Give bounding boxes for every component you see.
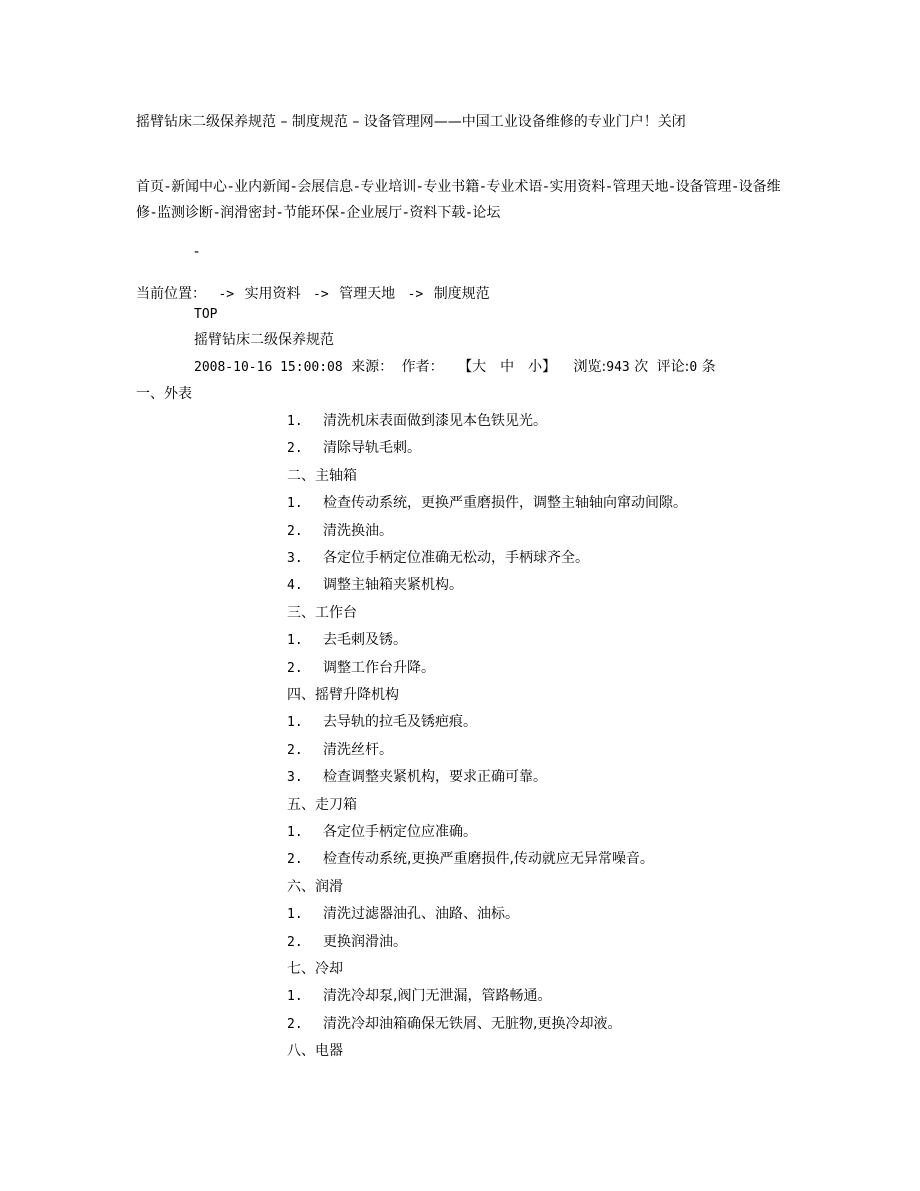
font-size-large[interactable]: 【大 bbox=[458, 359, 487, 375]
nav-item[interactable]: 业内新闻 bbox=[234, 179, 291, 195]
nav-separator: - bbox=[291, 179, 297, 195]
nav-separator: - bbox=[732, 179, 738, 195]
views-unit: 次 bbox=[634, 359, 649, 375]
nav-separator: - bbox=[214, 205, 220, 221]
section-heading bbox=[287, 795, 357, 815]
list-item-number: 1. bbox=[287, 496, 303, 511]
list-item-text: 调整主轴箱夹紧机构。 bbox=[323, 577, 463, 593]
nav-separator: - bbox=[669, 179, 675, 195]
list-item-number: 1. bbox=[287, 414, 303, 429]
source-label: 来源： bbox=[351, 359, 394, 375]
nav-item[interactable]: 资料下载 bbox=[409, 205, 466, 221]
section-heading bbox=[287, 685, 399, 705]
breadcrumb-arrow: -> bbox=[407, 287, 424, 302]
list-item-number: 1. bbox=[287, 715, 303, 730]
list-item-text: 检查调整夹紧机构，要求正确可靠。 bbox=[323, 769, 547, 785]
list-item-text: 调整工作台升降。 bbox=[323, 660, 435, 676]
font-size-small[interactable]: 小】 bbox=[528, 359, 557, 375]
author-label: 作者： bbox=[401, 359, 444, 375]
list-item bbox=[287, 493, 687, 514]
list-item bbox=[287, 438, 421, 459]
page-title: 摇臂钻床二级保养规范 – 制度规范 – 设备管理网——中国工业设备维修的专业门户！关闭 bbox=[136, 114, 686, 130]
nav-trailing-dash: - bbox=[194, 244, 200, 260]
list-item-number: 4. bbox=[287, 578, 303, 593]
section-title: 七、冷却 bbox=[287, 961, 343, 977]
section-heading bbox=[287, 959, 343, 979]
nav-item[interactable]: 实用资料 bbox=[549, 179, 606, 195]
list-item-number: 1. bbox=[287, 825, 303, 840]
article-title: 摇臂钻床二级保养规范 bbox=[194, 332, 334, 348]
list-item-text: 检查传动系统，更换严重磨损件，调整主轴轴向窜动间隙。 bbox=[323, 495, 687, 511]
breadcrumb-item-management[interactable]: 管理天地 bbox=[339, 286, 396, 302]
list-item-number: 2. bbox=[287, 935, 303, 950]
nav-item[interactable]: 设备维修 bbox=[136, 179, 781, 221]
list-item bbox=[287, 521, 393, 542]
nav-separator: - bbox=[277, 205, 283, 221]
list-item-number: 1. bbox=[287, 907, 303, 922]
list-item bbox=[287, 575, 463, 596]
breadcrumb-item-rules[interactable]: 制度规范 bbox=[433, 286, 490, 302]
list-item bbox=[287, 822, 477, 843]
list-item-number: 3. bbox=[287, 770, 303, 785]
section-title: 四、摇臂升降机构 bbox=[287, 687, 399, 703]
list-item-text: 清洗过滤器油孔、油路、油标。 bbox=[323, 906, 519, 922]
nav-item[interactable]: 润滑密封 bbox=[220, 205, 277, 221]
list-item-number: 2. bbox=[287, 661, 303, 676]
list-item bbox=[287, 767, 547, 788]
list-item bbox=[287, 904, 519, 925]
nav-item[interactable]: 管理天地 bbox=[612, 179, 669, 195]
list-item-text: 清洗冷却油箱确保无铁屑、无脏物,更换冷却液。 bbox=[323, 1016, 622, 1032]
nav-separator: - bbox=[480, 179, 486, 195]
section-heading bbox=[287, 603, 357, 623]
section-heading bbox=[287, 1041, 343, 1061]
nav-item[interactable]: 企业展厅 bbox=[346, 205, 403, 221]
list-item bbox=[287, 849, 654, 870]
nav-separator: - bbox=[228, 179, 234, 195]
top-link[interactable]: TOP bbox=[194, 307, 218, 322]
nav-separator: - bbox=[151, 205, 157, 221]
list-item-text: 更换润滑油。 bbox=[323, 934, 407, 950]
main-nav bbox=[136, 174, 786, 226]
list-item bbox=[287, 932, 407, 953]
list-item-text: 去导轨的拉毛及锈疤痕。 bbox=[323, 714, 477, 730]
nav-item[interactable]: 设备管理 bbox=[675, 179, 732, 195]
list-item-text: 各定位手柄定位准确无松动，手柄球齐全。 bbox=[323, 550, 589, 566]
font-size-medium[interactable]: 中 bbox=[500, 359, 515, 375]
list-item bbox=[287, 986, 551, 1007]
list-item-number: 1. bbox=[287, 989, 303, 1004]
list-item-number: 3. bbox=[287, 551, 303, 566]
list-item-text: 清除导轨毛刺。 bbox=[323, 440, 421, 456]
nav-item[interactable]: 节能环保 bbox=[283, 205, 340, 221]
list-item bbox=[287, 548, 589, 569]
breadcrumb-arrow: -> bbox=[218, 287, 235, 302]
section-heading bbox=[287, 877, 343, 897]
section-title: 八、电器 bbox=[287, 1043, 343, 1059]
section-title: 三、工作台 bbox=[287, 605, 357, 621]
section-heading bbox=[287, 466, 357, 486]
nav-item[interactable]: 首页 bbox=[136, 179, 164, 195]
views-label: 浏览: bbox=[573, 359, 607, 375]
list-item bbox=[287, 630, 407, 651]
list-item-number: 2. bbox=[287, 441, 303, 456]
article-date: 2008-10-16 15:00:08 bbox=[194, 360, 343, 375]
list-item bbox=[287, 1014, 621, 1035]
comments-unit: 条 bbox=[701, 359, 716, 375]
nav-separator: - bbox=[466, 205, 472, 221]
list-item-text: 清洗换油。 bbox=[323, 523, 393, 539]
nav-item[interactable]: 论坛 bbox=[472, 205, 501, 221]
nav-separator: - bbox=[340, 205, 346, 221]
section-title: 五、走刀箱 bbox=[287, 797, 357, 813]
list-item-number: 2. bbox=[287, 743, 303, 758]
breadcrumb bbox=[136, 284, 490, 305]
nav-item[interactable]: 专业培训 bbox=[360, 179, 417, 195]
comments-count: 0 bbox=[689, 360, 698, 375]
list-item-text: 清洗丝杆。 bbox=[323, 742, 393, 758]
list-item-text: 检查传动系统,更换严重磨损件,传动就应无异常噪音。 bbox=[323, 851, 654, 867]
views-count: 943 bbox=[606, 360, 630, 375]
list-item-text: 去毛刺及锈。 bbox=[323, 632, 407, 648]
list-item bbox=[287, 740, 393, 761]
nav-item[interactable]: 会展信息 bbox=[297, 179, 354, 195]
nav-separator: - bbox=[403, 205, 409, 221]
article-meta bbox=[194, 357, 716, 378]
list-item-number: 2. bbox=[287, 852, 303, 867]
nav-separator: - bbox=[165, 179, 171, 195]
breadcrumb-item-practical[interactable]: 实用资料 bbox=[244, 286, 301, 302]
nav-separator: - bbox=[417, 179, 423, 195]
list-item-text: 清洗冷却泵,阀门无泄漏，管路畅通。 bbox=[323, 988, 552, 1004]
nav-item[interactable]: 监测诊断 bbox=[157, 205, 214, 221]
section-title: 六、润滑 bbox=[287, 879, 343, 895]
nav-item[interactable]: 新闻中心 bbox=[171, 179, 228, 195]
nav-separator: - bbox=[354, 179, 360, 195]
comments-label: 评论: bbox=[656, 359, 690, 375]
section-title: 二、主轴箱 bbox=[287, 468, 357, 484]
nav-item[interactable]: 专业书籍 bbox=[423, 179, 480, 195]
list-item bbox=[287, 712, 477, 733]
nav-separator: - bbox=[606, 179, 612, 195]
list-item-number: 2. bbox=[287, 524, 303, 539]
breadcrumb-label: 当前位置： bbox=[136, 286, 206, 302]
section-heading: 一、外表 bbox=[136, 386, 192, 402]
list-item-text: 清洗机床表面做到漆见本色铁见光。 bbox=[323, 413, 547, 429]
list-item-text: 各定位手柄定位应准确。 bbox=[323, 824, 477, 840]
nav-item[interactable]: 专业术语 bbox=[486, 179, 543, 195]
list-item-number: 1. bbox=[287, 633, 303, 648]
nav-separator: - bbox=[543, 179, 549, 195]
list-item bbox=[287, 658, 435, 679]
breadcrumb-arrow: -> bbox=[313, 287, 329, 302]
list-item-number: 2. bbox=[287, 1017, 303, 1032]
list-item bbox=[287, 411, 547, 432]
